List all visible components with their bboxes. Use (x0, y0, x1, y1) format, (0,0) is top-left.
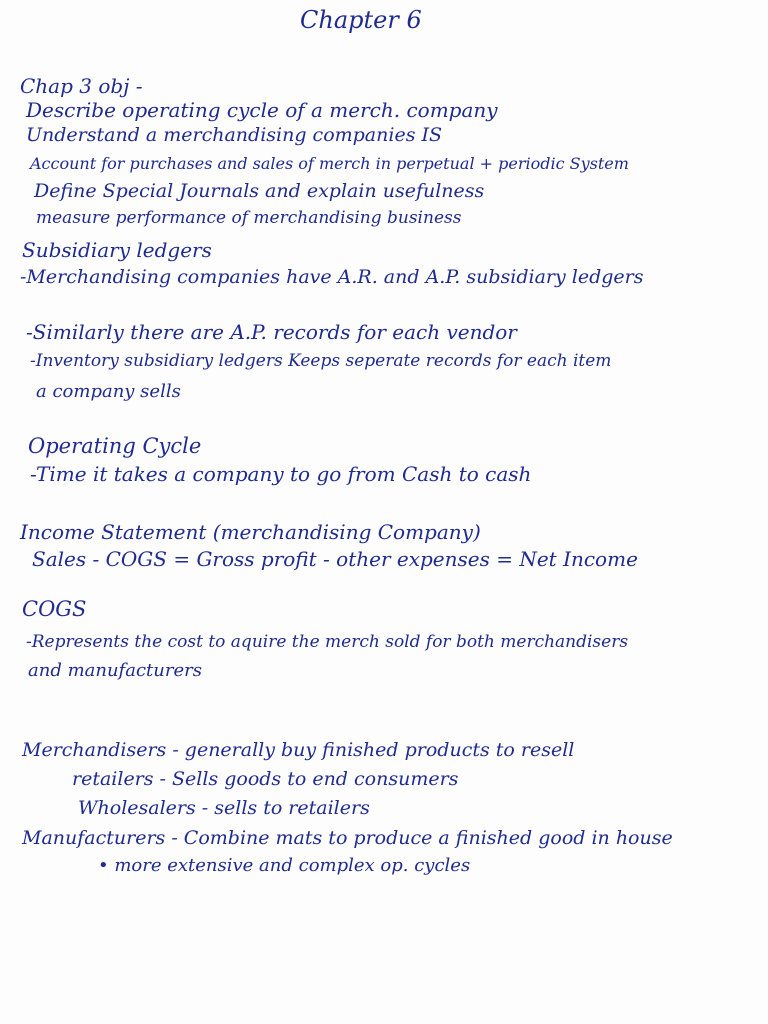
note-line: -Inventory subsidiary ledgers Keeps seperate records for each item (30, 351, 612, 371)
note-line: Merchandisers - generally buy finished products to resell (22, 739, 575, 761)
note-line: Define Special Journals and explain usefulness (34, 180, 485, 202)
page-title: Chapter 6 (300, 6, 422, 34)
note-line: -Merchandising companies have A.R. and A.P. subsidiary ledgers (20, 266, 644, 288)
note-line: a company sells (36, 381, 181, 402)
note-line: -Represents the cost to aquire the merch sold for both merchandisers (26, 632, 629, 652)
note-line: Describe operating cycle of a merch. company (26, 98, 498, 122)
note-line: -Time it takes a company to go from Cash to cash (30, 462, 532, 486)
note-line: Wholesalers - sells to retailers (78, 797, 370, 819)
note-line: Manufacturers - Combine mats to produce a finished good in house (22, 827, 673, 849)
note-line: and manufacturers (28, 660, 202, 681)
note-line: Subsidiary ledgers (22, 238, 212, 262)
section-heading: Operating Cycle (28, 434, 202, 458)
note-line: -Similarly there are A.P. records for each vendor (26, 320, 517, 344)
note-line: Sales - COGS = Gross profit - other expenses = Net Income (32, 547, 638, 571)
note-line: retailers - Sells goods to end consumers (72, 768, 459, 790)
section-heading: COGS (22, 597, 87, 621)
note-line: measure performance of merchandising business (36, 208, 462, 228)
section-heading: Income Statement (merchandising Company) (20, 520, 481, 544)
note-line: Account for purchases and sales of merch in perpetual + periodic System (30, 154, 629, 173)
note-line: • more extensive and complex op. cycles (98, 855, 471, 876)
note-line: Understand a merchandising companies IS (26, 124, 443, 146)
note-line: Chap 3 obj - (20, 74, 143, 98)
